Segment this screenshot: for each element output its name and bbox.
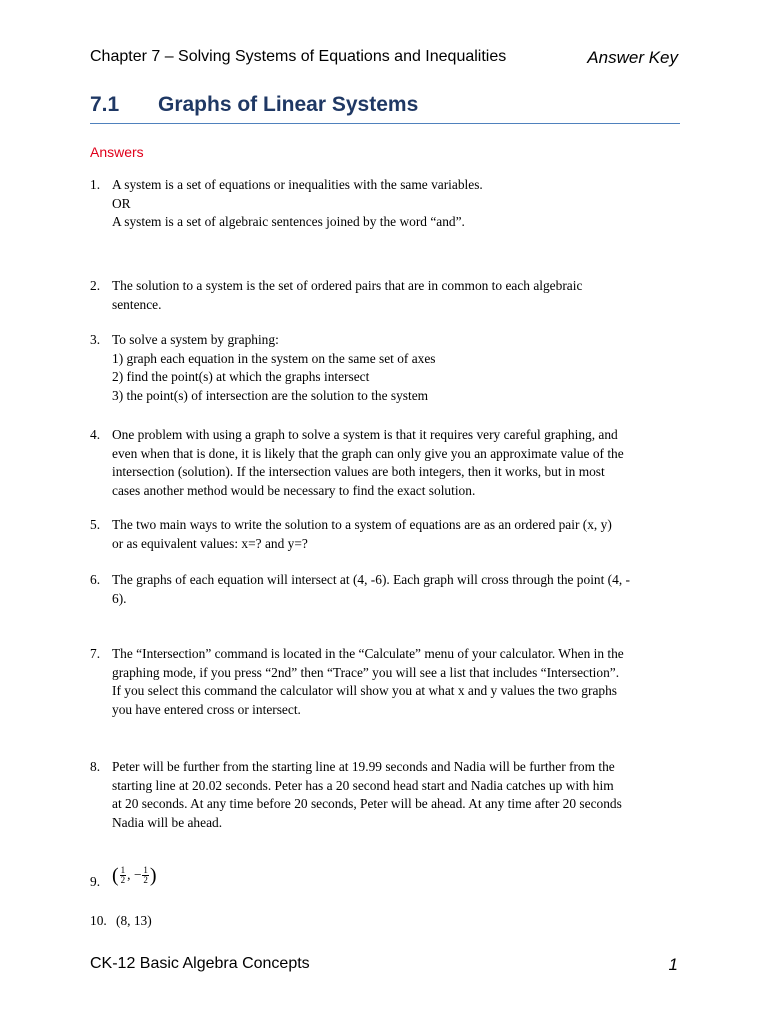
page-footer — [90, 955, 678, 979]
answer-line: If you select this command the calculator will show you at what x and y values the two graphs — [112, 683, 617, 698]
section-title: Graphs of Linear Systems — [158, 93, 419, 116]
fraction-numerator: 1 — [143, 865, 148, 876]
answer-line: at 20 seconds. At any time before 20 seconds, Peter will be ahead. At any time after 20 seconds — [112, 796, 622, 811]
answer-line: The two main ways to write the solution to a system of equations are as an ordered pair (x, y) — [112, 517, 612, 532]
answer-line: intersection (solution). If the intersection values are both integers, then it works, but in most — [112, 464, 605, 479]
answer-line: 2) find the point(s) at which the graphs intersect — [112, 369, 370, 384]
section-heading — [90, 93, 680, 124]
section-number: 7.1 — [90, 93, 120, 116]
answer-number: 1. — [90, 177, 101, 192]
answer-line: Peter will be further from the starting line at 19.99 seconds and Nadia will be further from the — [112, 759, 615, 774]
answer-line: OR — [112, 195, 131, 211]
math-close-paren: ) — [149, 864, 157, 887]
answer-line: cases another method would be necessary to find the exact solution. — [112, 482, 476, 498]
answer-line: A system is a set of algebraic sentences joined by the word “and”. — [112, 214, 465, 229]
answer-number: 6. — [90, 572, 101, 587]
answer-line: 1) graph each equation in the system on the same set of axes — [112, 350, 436, 366]
ordered-pair-math — [112, 866, 680, 885]
answer-number: 10. — [90, 913, 107, 928]
answer-line: sentence. — [112, 296, 162, 312]
answer-line: (8, 13) — [116, 913, 152, 928]
answer-number: 7. — [90, 646, 101, 661]
answer-line: The graphs of each equation will intersect at (4, -6). Each graph will cross through the point (4, - — [112, 572, 630, 587]
answer-line: 3) the point(s) of intersection are the solution to the system — [112, 387, 429, 403]
answer-line: Nadia will be ahead. — [112, 814, 223, 830]
math-separator: , − — [127, 867, 142, 882]
answer-line: The solution to a system is the set of ordered pairs that are in common to each algebraic — [112, 278, 583, 293]
answer-number: 9. — [90, 874, 101, 889]
answer-line: you have entered cross or intersect. — [112, 701, 301, 717]
fraction-numerator: 1 — [120, 865, 126, 876]
answer-line: graphing mode, if you press “2nd” then “Trace” you will see a list that includes “Intersection”. — [112, 664, 620, 680]
chapter-title: Chapter 7 – Solving Systems of Equations and Inequalities — [90, 48, 507, 65]
answer-line: The “Intersection” command is located in the “Calculate” menu of your calculator. When in the — [112, 646, 624, 661]
answer-number: 8. — [90, 759, 101, 774]
answer-line: 6). — [112, 590, 127, 606]
answer-number: 4. — [90, 427, 101, 442]
answer-line: starting line at 20.02 seconds. Peter has a 20 second head start and Nadia catches up with him — [112, 777, 614, 793]
answer-line: or as equivalent values: x=? and y=? — [112, 535, 308, 551]
page-number: 1 — [668, 955, 678, 974]
fraction-denominator: 2 — [120, 875, 126, 886]
book-title: CK-12 Basic Algebra Concepts — [90, 955, 310, 972]
math-open-paren: ( — [112, 864, 119, 887]
answer-line: One problem with using a graph to solve a system is that it requires very careful graphing, and — [112, 427, 618, 442]
answer-line: To solve a system by graphing: — [112, 332, 279, 347]
answers-label: Answers — [90, 144, 144, 160]
fraction-y — [142, 866, 149, 885]
answer-number: 3. — [90, 332, 101, 347]
fraction-x — [120, 866, 127, 885]
page-header — [90, 48, 678, 72]
fraction-denominator: 2 — [143, 875, 148, 886]
answer-key-label: Answer Key — [587, 48, 678, 67]
answer-number: 2. — [90, 278, 101, 293]
answer-line: A system is a set of equations or inequalities with the same variables. — [112, 177, 483, 192]
answer-number: 5. — [90, 517, 101, 532]
answer-line: even when that is done, it is likely that the graph can only give you an approximate value of the — [112, 445, 624, 461]
